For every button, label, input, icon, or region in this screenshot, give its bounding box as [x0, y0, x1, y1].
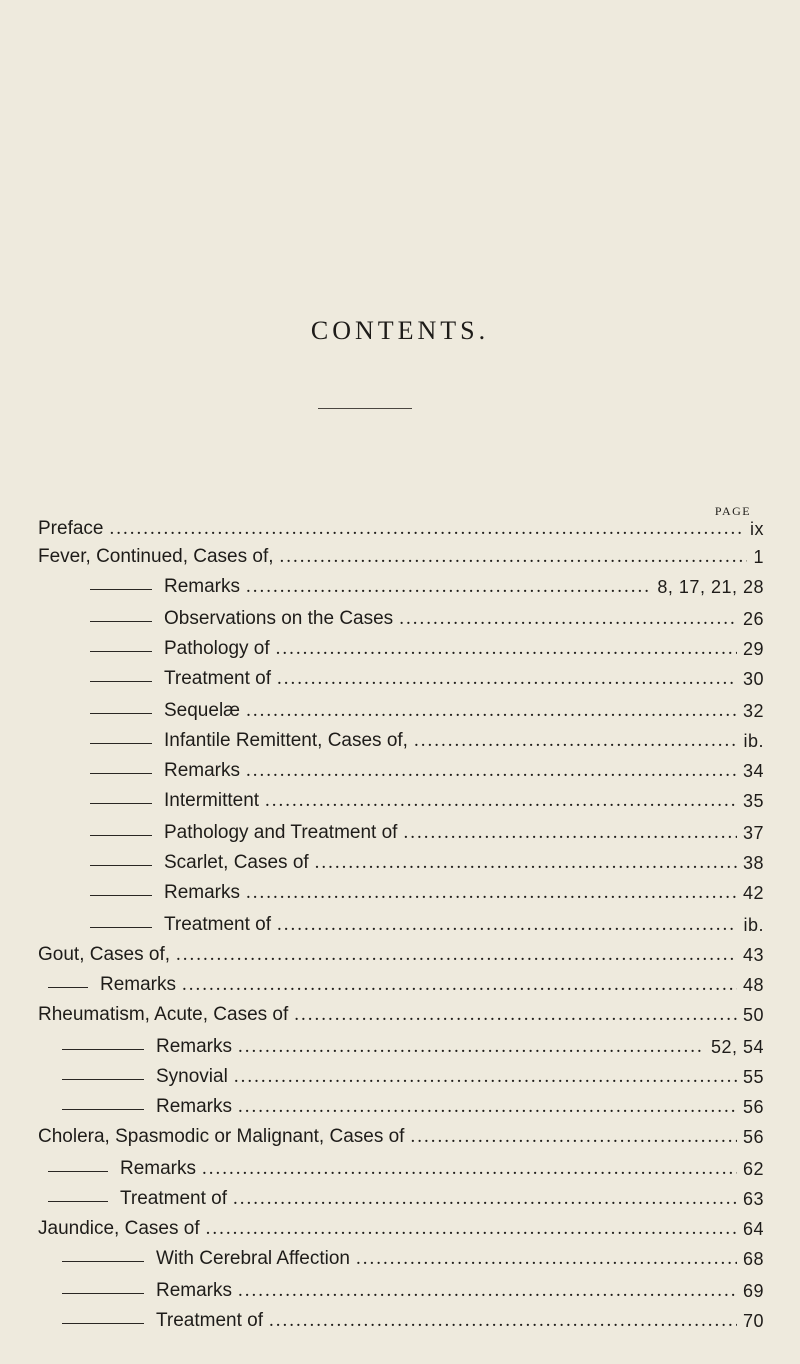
toc-entry	[0, 728, 800, 754]
ditto-dash	[90, 865, 152, 866]
toc-entry-page: 8, 17, 21, 28	[657, 577, 764, 597]
ditto-dash	[48, 1171, 108, 1172]
ditto-dash	[90, 713, 152, 714]
toc-entry	[0, 698, 800, 724]
toc-entry-label: Observations on the Cases	[164, 608, 394, 629]
toc-entry-label: Synovial	[156, 1066, 228, 1087]
toc-entry-page: 42	[742, 883, 764, 903]
dot-leader	[315, 850, 737, 876]
dot-leader	[356, 1246, 737, 1272]
toc-entry-page: 43	[742, 945, 764, 965]
ditto-dash	[90, 589, 152, 590]
dot-leader	[414, 728, 738, 754]
toc-entry	[0, 972, 800, 998]
toc-entry-page: ix	[750, 519, 764, 539]
toc-entry-label: Remarks	[164, 576, 241, 597]
ditto-dash	[90, 773, 152, 774]
ditto-dash	[62, 1109, 144, 1110]
dot-leader	[265, 788, 737, 814]
toc-entry-label: Treatment of	[120, 1188, 228, 1209]
toc-entry	[0, 1278, 800, 1304]
toc-entry-page: 1	[753, 547, 764, 567]
ditto-dash	[90, 743, 152, 744]
dot-leader	[280, 544, 748, 570]
toc-entry-label: Jaundice, Cases of	[38, 1218, 200, 1239]
toc-entry-page: 56	[742, 1127, 764, 1147]
toc-entry	[0, 516, 800, 542]
ditto-dash	[62, 1323, 144, 1324]
toc-entry-page: 30	[742, 669, 764, 689]
ditto-dash	[62, 1261, 144, 1262]
dot-leader	[276, 636, 737, 662]
toc-entry-page: 48	[742, 975, 764, 995]
toc-entry-page: 69	[742, 1281, 764, 1301]
toc-entry	[0, 1186, 800, 1212]
toc-entry-label: Treatment of	[164, 668, 272, 689]
dot-leader	[182, 972, 737, 998]
ditto-dash	[62, 1079, 144, 1080]
toc-entry-page: 38	[742, 853, 764, 873]
toc-entry-label: Remarks	[164, 760, 241, 781]
toc-entry-page: 26	[742, 609, 764, 629]
toc-entry-page: 50	[742, 1005, 764, 1025]
toc-entry-page: 63	[742, 1189, 764, 1209]
toc-entry	[0, 544, 800, 570]
ditto-dash	[48, 1201, 108, 1202]
toc-entry-label: Gout, Cases of,	[38, 944, 171, 965]
ditto-dash	[90, 803, 152, 804]
toc-entry-label: Remarks	[120, 1158, 197, 1179]
ditto-dash	[90, 927, 152, 928]
page-column-header: PAGE	[714, 504, 752, 518]
toc-entry-label: With Cerebral Affection	[156, 1248, 350, 1269]
toc-entry	[0, 1034, 800, 1060]
toc-entry-page: ib.	[743, 915, 764, 935]
toc-entry-page: ib.	[743, 731, 764, 751]
toc-entry	[0, 880, 800, 906]
dot-leader	[403, 820, 737, 846]
toc-entry-label: Preface	[38, 518, 104, 539]
toc-entry-label: Remarks	[156, 1280, 233, 1301]
toc-entry-label: Treatment of	[164, 914, 272, 935]
dot-leader	[277, 666, 737, 692]
toc-entry-page: 32	[742, 701, 764, 721]
toc-entry-label: Infantile Remittent, Cases of,	[164, 730, 408, 751]
toc-entry-label: Pathology and Treatment of	[164, 822, 398, 843]
dot-leader	[206, 1216, 737, 1242]
toc-entry-label: Rheumatism, Acute, Cases of	[38, 1004, 289, 1025]
toc-entry	[0, 1064, 800, 1090]
toc-entry-label: Treatment of	[156, 1310, 264, 1331]
dot-leader	[238, 1034, 705, 1060]
toc-entry	[0, 788, 800, 814]
title-rule	[318, 408, 412, 409]
toc-entry	[0, 1216, 800, 1242]
dot-leader	[238, 1094, 737, 1120]
ditto-dash	[90, 835, 152, 836]
toc-entry-page: 55	[742, 1067, 764, 1087]
dot-leader	[109, 516, 744, 542]
toc-entry-page: 29	[742, 639, 764, 659]
toc-entry-label: Pathology of	[164, 638, 270, 659]
toc-entry	[0, 758, 800, 784]
toc-entry	[0, 574, 800, 600]
dot-leader	[246, 758, 737, 784]
toc-entry	[0, 942, 800, 968]
toc-entry-label: Cholera, Spasmodic or Malignant, Cases of	[38, 1126, 405, 1147]
toc-entry-page: 64	[742, 1219, 764, 1239]
toc-entry-page: 35	[742, 791, 764, 811]
toc-entry	[0, 1246, 800, 1272]
toc-entry	[0, 1156, 800, 1182]
ditto-dash	[90, 681, 152, 682]
dot-leader	[233, 1186, 737, 1212]
toc-entry-page: 34	[742, 761, 764, 781]
dot-leader	[238, 1278, 737, 1304]
toc-entry	[0, 1094, 800, 1120]
toc-entry	[0, 820, 800, 846]
toc-entry	[0, 636, 800, 662]
toc-entry-label: Remarks	[100, 974, 177, 995]
dot-leader	[234, 1064, 737, 1090]
dot-leader	[277, 912, 737, 938]
ditto-dash	[62, 1293, 144, 1294]
dot-leader	[246, 880, 737, 906]
toc-entry	[0, 606, 800, 632]
toc-entry-page: 37	[742, 823, 764, 843]
dot-leader	[269, 1308, 737, 1334]
toc-entry-page: 56	[742, 1097, 764, 1117]
toc-entry-label: Intermittent	[164, 790, 260, 811]
toc-entry-page: 70	[742, 1311, 764, 1331]
ditto-dash	[90, 651, 152, 652]
dot-leader	[246, 698, 737, 724]
toc-entry-label: Fever, Continued, Cases of,	[38, 546, 274, 567]
toc-entry-label: Remarks	[156, 1096, 233, 1117]
toc-entry	[0, 1308, 800, 1334]
dot-leader	[246, 574, 651, 600]
dot-leader	[202, 1156, 737, 1182]
toc-entry-label: Remarks	[156, 1036, 233, 1057]
toc-entry	[0, 1002, 800, 1028]
toc-entry-label: Sequelæ	[164, 700, 241, 721]
toc-entry-label: Scarlet, Cases of	[164, 852, 309, 873]
toc-entry	[0, 850, 800, 876]
toc-entry-page: 52, 54	[710, 1037, 764, 1057]
toc-entry	[0, 666, 800, 692]
dot-leader	[294, 1002, 737, 1028]
dot-leader	[399, 606, 737, 632]
toc-entry	[0, 912, 800, 938]
ditto-dash	[90, 895, 152, 896]
ditto-dash	[62, 1049, 144, 1050]
ditto-dash	[48, 987, 88, 988]
toc-entry	[0, 1124, 800, 1150]
toc-entry-page: 68	[742, 1249, 764, 1269]
page-title: CONTENTS.	[310, 316, 490, 345]
dot-leader	[410, 1124, 737, 1150]
dot-leader	[176, 942, 737, 968]
toc-entry-label: Remarks	[164, 882, 241, 903]
ditto-dash	[90, 621, 152, 622]
toc-entry-page: 62	[742, 1159, 764, 1179]
